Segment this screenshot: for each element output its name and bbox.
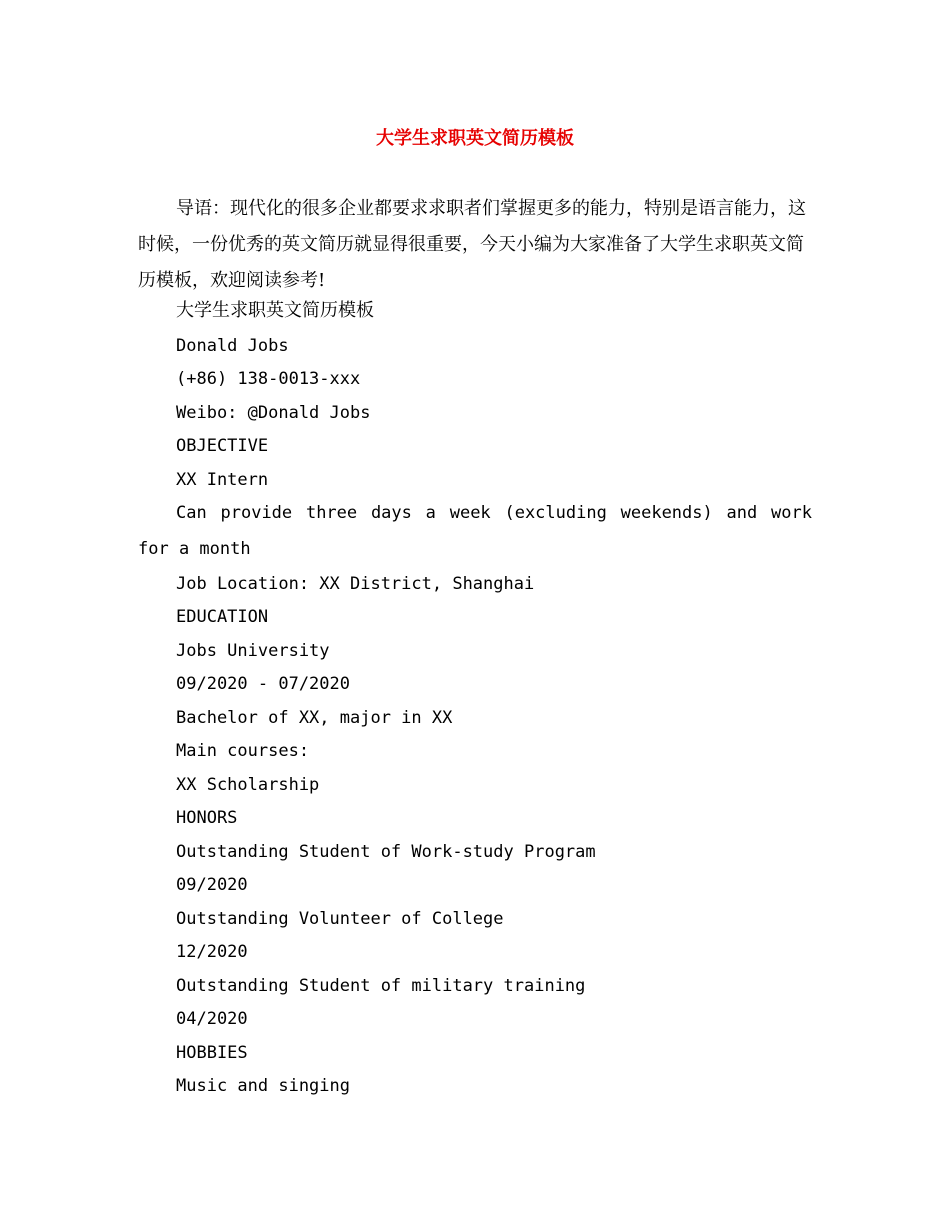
job-location: Job Location: XX District, Shanghai <box>176 574 535 594</box>
honor-date: 09/2020 <box>176 875 248 895</box>
degree: Bachelor of XX, major in XX <box>176 708 453 728</box>
candidate-name: Donald Jobs <box>176 336 289 356</box>
availability-paragraph: Can provide three days a week (excluding weekends) and work for a month <box>138 503 812 559</box>
weibo-handle: Weibo: @Donald Jobs <box>176 403 371 423</box>
phone-number: (+86) 138-0013-xxx <box>176 369 361 389</box>
hobby-item: Music and singing <box>176 1076 350 1096</box>
scholarship: XX Scholarship <box>176 775 320 795</box>
section-honors: HONORS <box>176 808 238 828</box>
honor-item: Outstanding Volunteer of College <box>176 909 504 929</box>
honor-item: Outstanding Student of Work-study Program <box>176 842 596 862</box>
document-title: 大学生求职英文简历模板 <box>376 128 574 149</box>
resume-heading: 大学生求职英文简历模板 <box>176 300 374 321</box>
honor-date: 12/2020 <box>176 942 248 962</box>
university-name: Jobs University <box>176 641 330 661</box>
section-objective: OBJECTIVE <box>176 436 269 456</box>
intro-paragraph: 导语：现代化的很多企业都要求求职者们掌握更多的能力，特别是语言能力，这时候，一份优秀的英文简历就显得很重要，今天小编为大家准备了大学生求职英文简历模板，欢迎阅读参考! <box>138 198 806 291</box>
section-hobbies: HOBBIES <box>176 1043 248 1063</box>
honor-item: Outstanding Student of military training <box>176 976 586 996</box>
education-dates: 09/2020 - 07/2020 <box>176 674 350 694</box>
main-courses: Main courses: <box>176 741 310 761</box>
objective-position: XX Intern <box>176 470 269 490</box>
section-education: EDUCATION <box>176 607 269 627</box>
honor-date: 04/2020 <box>176 1009 248 1029</box>
